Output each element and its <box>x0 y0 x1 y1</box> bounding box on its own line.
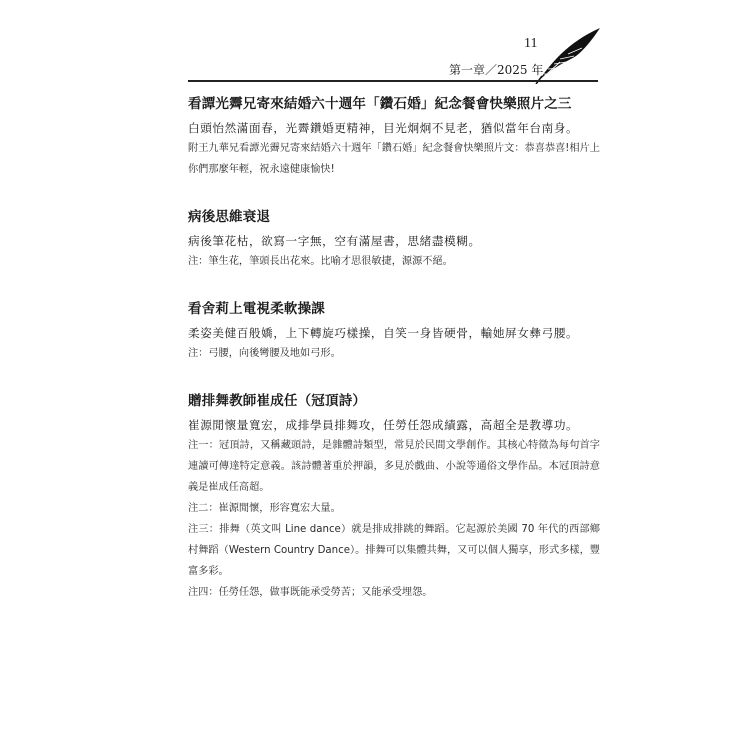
poem-note: 注：弓腰，向後彎腰及地如弓形。 <box>188 348 341 359</box>
poem-text: 病後筆花枯，欲寫一字無，空有滿屋書，思緒盡模糊。 <box>188 234 481 248</box>
poem-text: 柔姿美健百般嬌，上下轉旋巧樣操，自笑一身皆硬骨，輸她屏女彝弓腰。 <box>188 326 579 340</box>
poem-note: 注三：排舞（英文叫 Line dance）就是排成排跳的舞蹈。它起源於美國 70 年代的西部鄉村舞蹈（Western Country Dance）。排舞可以集體共舞，又可以個人獨享，形式多樣，豐富多彩。 <box>188 524 600 577</box>
poem-text: 崔源閒懷量寬宏，成排學員排舞攻，任勞任怨成績露，高超全是教導功。 <box>188 418 579 432</box>
quill-pen-icon <box>530 24 604 84</box>
poem-note: 注一：冠頂詩，又稱藏頭詩，是雜體詩類型，常見於民間文學創作。其核心特徵為每句首字連讀可傳達特定意義。該詩體著重於押韻，多見於戲曲、小說等通俗文學作品。本冠頂詩意義是崔成任高超。 <box>188 440 600 493</box>
poem-title: 贈排舞教師崔成任（冠頂詩） <box>188 393 367 409</box>
poem-note: 注二：崔源閒懷，形容寬宏大量。 <box>188 503 341 514</box>
poem-section <box>188 95 600 180</box>
poem-note: 附王九華兄看譚光霽兄寄來結婚六十週年「鑽石婚」紀念餐會快樂照片文：恭喜恭喜!相片上你們那麼年輕，祝永遠健康愉快! <box>188 143 600 175</box>
poem-text: 白頭怡然滿面春，光霽鑽婚更精神，目光炯炯不見老，猶似當年台南身。 <box>188 121 579 135</box>
poem-note: 注：筆生花，筆頭長出花來。比喻才思很敏捷，源源不絕。 <box>188 256 453 267</box>
poem-title: 看舍莉上電視柔軟操課 <box>188 301 325 317</box>
chapter-header: 第一章／2025 年 <box>449 63 544 77</box>
header-rule <box>188 80 598 82</box>
poem-note: 注四：任勞任怨，做事既能承受勞苦；又能承受埋怨。 <box>188 587 433 598</box>
poem-section <box>188 300 600 364</box>
poem-title: 病後思維衰退 <box>188 209 271 225</box>
page-number: 11 <box>524 36 538 51</box>
page-content <box>188 95 600 631</box>
poem-title: 看譚光霽兄寄來結婚六十週年「鑽石婚」紀念餐會快樂照片之三 <box>188 96 572 112</box>
poem-section <box>188 392 600 603</box>
poem-section <box>188 208 600 272</box>
